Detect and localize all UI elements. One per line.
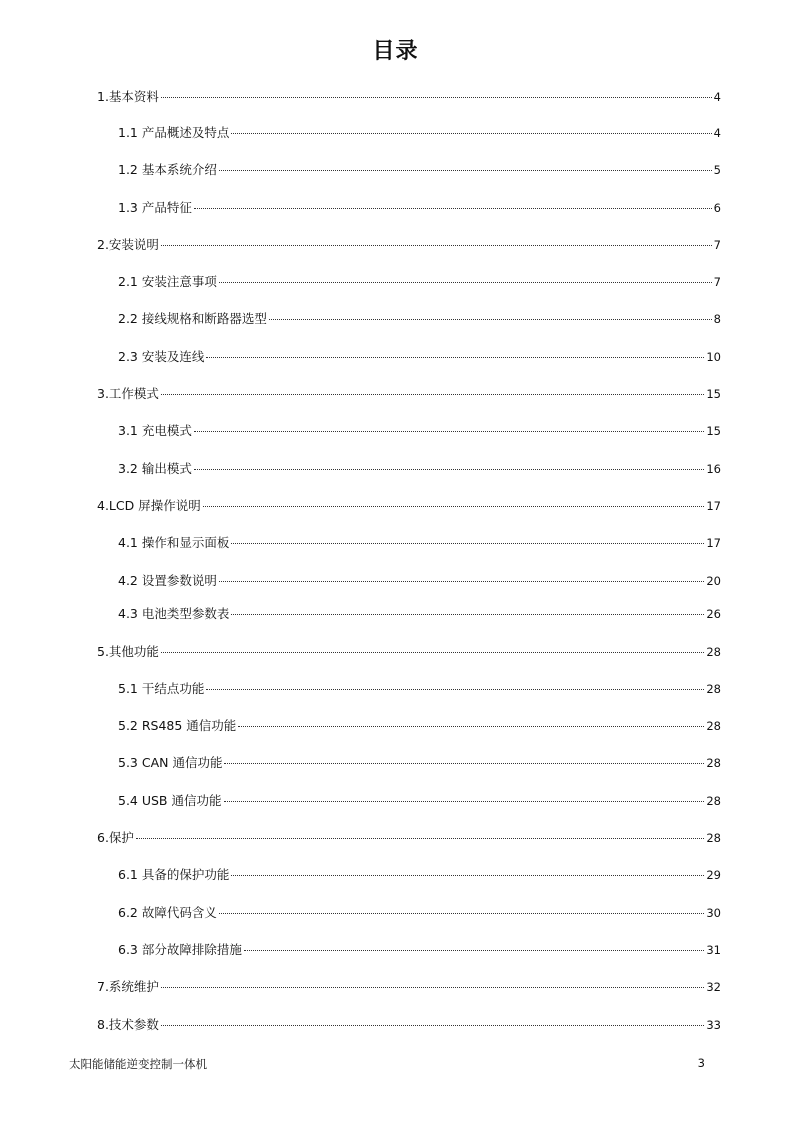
toc-dot-leader [194, 469, 705, 470]
toc-dot-leader [136, 838, 704, 839]
toc-entry-label: 3.1 充电模式 [118, 423, 192, 438]
toc-dot-leader [161, 987, 704, 988]
toc-entry-page: 17 [706, 536, 721, 550]
toc-entry-label: 4.3 电池类型参数表 [118, 606, 230, 621]
toc-entry[interactable] [118, 571, 721, 589]
toc-entry-page: 28 [706, 756, 721, 770]
toc-entry[interactable] [97, 642, 721, 660]
toc-entry-page: 4 [713, 90, 721, 104]
toc-entry-page: 28 [706, 831, 721, 845]
toc-entry[interactable] [118, 459, 721, 477]
toc-entry-page: 17 [706, 499, 721, 513]
page-footer [69, 1056, 705, 1072]
toc-dot-leader [206, 689, 704, 690]
toc-dot-leader [224, 801, 705, 802]
toc-dot-leader [231, 133, 711, 134]
toc-entry-label: 1.2 基本系统介绍 [118, 162, 217, 177]
toc-entry-label: 2.3 安装及连线 [118, 349, 205, 364]
toc-entry-page: 6 [713, 201, 721, 215]
toc-dot-leader [231, 543, 704, 544]
toc-entry-label: 3.2 输出模式 [118, 461, 192, 476]
toc-entry-label: 1.1 产品概述及特点 [118, 125, 230, 140]
toc-entry-label: 1.3 产品特征 [118, 200, 192, 215]
toc-dot-leader [194, 208, 712, 209]
toc-dot-leader [161, 1025, 704, 1026]
toc-entry[interactable] [97, 828, 721, 846]
toc-entry-label: 5.1 干结点功能 [118, 681, 205, 696]
toc-entry-label: 2.1 安装注意事项 [118, 274, 217, 289]
toc-entry-label: 5.2 RS485 通信功能 [118, 718, 237, 733]
toc-entry-page: 26 [706, 607, 721, 621]
toc-entry-page: 28 [706, 794, 721, 808]
toc-entry-page: 31 [706, 943, 721, 957]
toc-entry[interactable] [97, 384, 721, 402]
toc-dot-leader [219, 581, 705, 582]
toc-entry-page: 29 [706, 868, 721, 882]
toc-dot-leader [244, 950, 705, 951]
toc-entry[interactable] [118, 347, 721, 365]
toc-entry-label: 4.2 设置参数说明 [118, 573, 217, 588]
toc-entry-label: 4.LCD 屏操作说明 [97, 498, 201, 513]
toc-entry-label: 7.系统维护 [97, 979, 159, 994]
toc-entry-label: 5.其他功能 [97, 644, 159, 659]
toc-entry-page: 33 [706, 1018, 721, 1032]
toc-dot-leader [219, 913, 705, 914]
toc-entry-label: 6.1 具备的保护功能 [118, 867, 230, 882]
toc-dot-leader [219, 282, 712, 283]
toc-entry-page: 28 [706, 682, 721, 696]
toc-entry-page: 7 [713, 238, 721, 252]
toc-entry[interactable] [118, 753, 721, 771]
toc-entry-label: 6.2 故障代码含义 [118, 905, 217, 920]
toc-entry[interactable] [118, 604, 721, 622]
toc-entry[interactable] [118, 123, 721, 141]
footer-page-number: 3 [697, 1056, 705, 1070]
toc-dot-leader [161, 245, 712, 246]
toc-dot-leader [206, 357, 704, 358]
toc-entry-label: 2.2 接线规格和断路器选型 [118, 311, 267, 326]
toc-dot-leader [219, 170, 712, 171]
toc-dot-leader [161, 97, 712, 98]
toc-entry-page: 7 [713, 275, 721, 289]
toc-entry[interactable] [97, 87, 721, 105]
toc-entry[interactable] [118, 421, 721, 439]
toc-entry[interactable] [118, 940, 721, 958]
toc-entry[interactable] [118, 309, 721, 327]
toc-entry[interactable] [97, 496, 721, 514]
page-title: 目录 [372, 39, 419, 64]
toc-entry-page: 15 [706, 424, 721, 438]
toc-entry-page: 5 [713, 163, 721, 177]
toc-entry-page: 30 [706, 906, 721, 920]
toc-entry-label: 1.基本资料 [97, 89, 159, 104]
toc-dot-leader [238, 726, 704, 727]
toc-dot-leader [203, 506, 705, 507]
toc-entry[interactable] [118, 716, 721, 734]
toc-entry-page: 16 [706, 462, 721, 476]
toc-entry-label: 4.1 操作和显示面板 [118, 535, 230, 550]
toc-dot-leader [231, 875, 704, 876]
toc-entry-label: 2.安装说明 [97, 237, 159, 252]
toc-entry[interactable] [118, 791, 721, 809]
toc-entry[interactable] [118, 903, 721, 921]
toc-entry-page: 28 [706, 645, 721, 659]
toc-entry-label: 6.3 部分故障排除措施 [118, 942, 242, 957]
toc-entry-label: 6.保护 [97, 830, 134, 845]
toc-dot-leader [194, 431, 705, 432]
toc-dot-leader [231, 614, 704, 615]
toc-dot-leader [161, 652, 704, 653]
footer-product-name: 太阳能储能逆变控制一体机 [69, 1057, 207, 1071]
toc-dot-leader [269, 319, 712, 320]
toc-entry[interactable] [97, 977, 721, 995]
toc-entry[interactable] [118, 533, 721, 551]
toc-entry-label: 8.技术参数 [97, 1017, 159, 1032]
toc-entry[interactable] [97, 1015, 721, 1033]
toc-entry-page: 28 [706, 719, 721, 733]
toc-entry[interactable] [118, 198, 721, 216]
toc-entry-label: 3.工作模式 [97, 386, 159, 401]
toc-entry-label: 5.4 USB 通信功能 [118, 793, 222, 808]
toc-entry-label: 5.3 CAN 通信功能 [118, 755, 223, 770]
toc-dot-leader [224, 763, 704, 764]
toc-entry-page: 8 [713, 312, 721, 326]
toc-entry-page: 10 [706, 350, 721, 364]
toc-entry[interactable] [118, 865, 721, 883]
toc-entry-page: 4 [713, 126, 721, 140]
toc-entry[interactable] [118, 679, 721, 697]
toc-entry-page: 32 [706, 980, 721, 994]
toc-entry[interactable] [118, 272, 721, 290]
toc-dot-leader [161, 394, 704, 395]
toc-entry-page: 20 [706, 574, 721, 588]
toc-entry[interactable] [118, 160, 721, 178]
toc-entry[interactable] [97, 235, 721, 253]
toc-entry-page: 15 [706, 387, 721, 401]
